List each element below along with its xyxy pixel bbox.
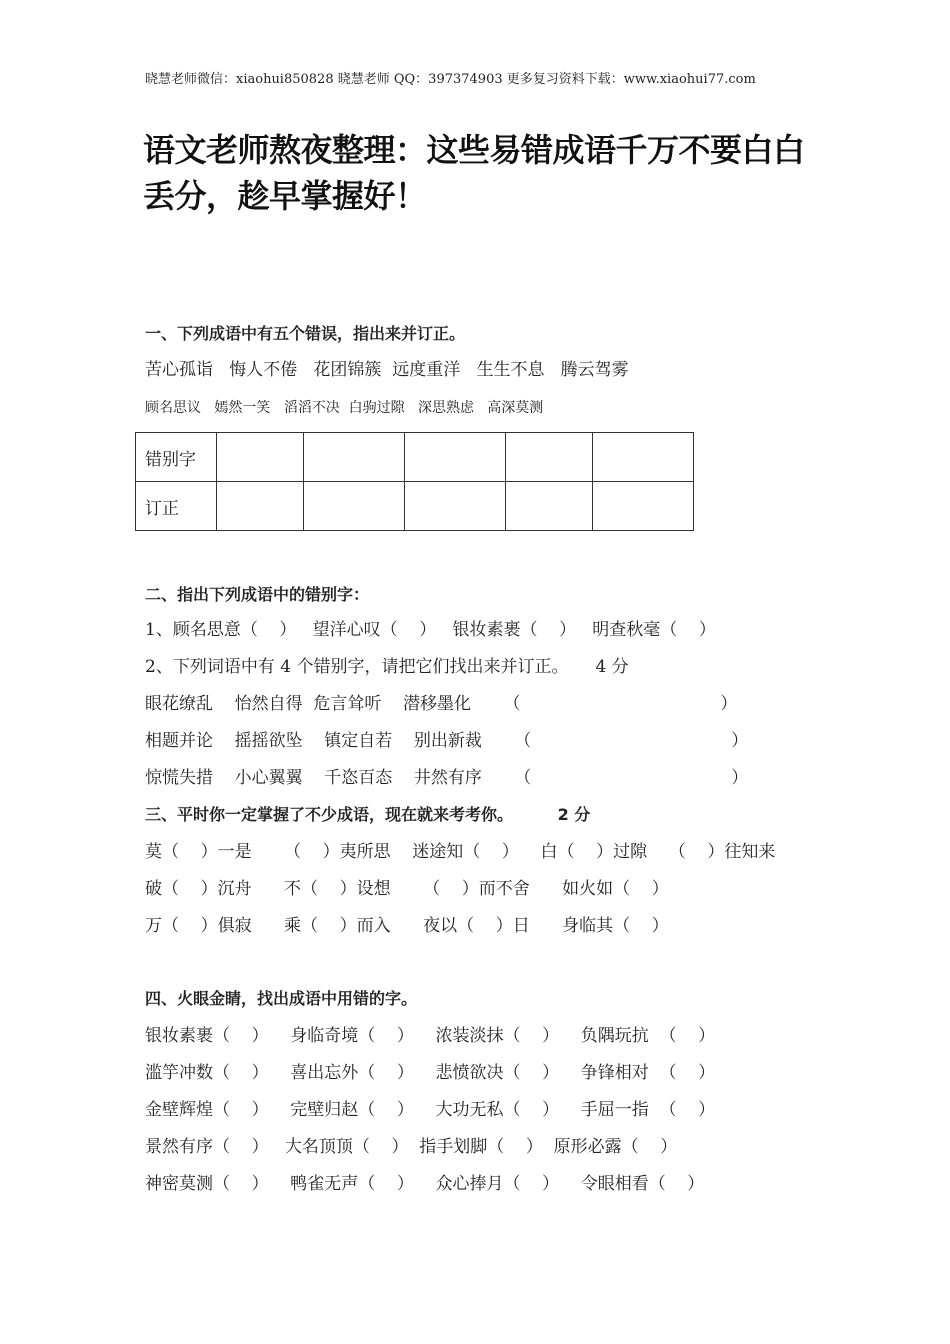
table-cell[interactable] (217, 433, 304, 482)
section1-heading: 一、下列成语中有五个错误，指出来并订正。 (145, 324, 466, 343)
section2-row1: 眼花缭乱 怡然自得 危言耸听 潜移墨化 （ ） (145, 694, 738, 714)
table-cell[interactable] (593, 433, 694, 482)
section4-row1: 银妆素裹（ ） 身临奇境（ ） 浓装淡抹（ ） 负隅玩抗 （ ） (145, 1026, 716, 1046)
section4-heading: 四、火眼金睛，找出成语中用错的字。 (145, 989, 418, 1008)
section4-row5: 神密莫测（ ） 鸭雀无声（ ） 众心捧月（ ） 令眼相看（ ） (145, 1174, 705, 1194)
table-cell[interactable] (405, 433, 506, 482)
section4-row2: 滥竽冲数（ ） 喜出忘外（ ） 悲愤欲决（ ） 争锋相对 （ ） (145, 1063, 716, 1083)
table-cell[interactable] (217, 482, 304, 531)
table-cell[interactable] (304, 433, 405, 482)
table-cell[interactable] (506, 433, 593, 482)
section2-row2: 相题并论 摇摇欲坠 镇定自若 别出新裁 （ ） (145, 731, 749, 751)
section1-idioms-line2: 顾名思议 嫣然一笑 滔滔不决 白驹过隙 深思熟虑 高深莫测 (145, 400, 544, 416)
section2-question1: 1、顾名思意（ ） 望洋心叹（ ） 银妆素裹（ ） 明查秋毫（ ） (145, 620, 716, 640)
table-cell[interactable] (304, 482, 405, 531)
section3-row1: 莫（ ）一是 （ ）夷所思 迷途知（ ） 白（ ）过隙 （ ）往知来 (145, 842, 776, 862)
section2-question2: 2、下列词语中有 4 个错别字，请把它们找出来并订正。 4 分 (145, 657, 629, 677)
table-label-corrections: 订正 (136, 482, 217, 531)
section3-heading: 三、平时你一定掌握了不少成语，现在就来考考你。 2 分 (145, 805, 591, 824)
section2-heading: 二、指出下列成语中的错别字： (145, 585, 370, 604)
document-title: 语文老师熬夜整理：这些易错成语千万不要白白丢分，趁早掌握好！ (143, 131, 805, 215)
table-cell[interactable] (405, 482, 506, 531)
table-cell[interactable] (593, 482, 694, 531)
section4-row4: 景然有序（ ） 大名顶顶（ ） 指手划脚（ ） 原形必露（ ） (145, 1137, 678, 1157)
section3-row3: 万（ ）俱寂 乘（ ）而入 夜以（ ）日 身临其（ ） (145, 916, 669, 936)
table-cell[interactable] (506, 482, 593, 531)
section2-row3: 惊慌失措 小心翼翼 千恣百态 井然有序 （ ） (145, 768, 749, 788)
section3-row2: 破（ ）沉舟 不（ ）设想 （ ）而不舍 如火如（ ） (145, 879, 669, 899)
table-label-wrong-chars: 错别字 (136, 433, 217, 482)
section4-row3: 金壁辉煌（ ） 完壁归赵（ ） 大功无私（ ） 手屈一指 （ ） (145, 1100, 716, 1120)
table-row-wrong-chars (136, 433, 694, 482)
page-header: 晓慧老师微信：xiaohui850828 晓慧老师 QQ：397374903 更多复习资料下载：www.xiaohui77.com (145, 72, 756, 87)
section1-idioms-line1: 苦心孤诣 悔人不倦 花团锦簇 远度重洋 生生不息 腾云驾雾 (145, 360, 629, 380)
table-row-corrections (136, 482, 694, 531)
answer-table (135, 432, 694, 531)
